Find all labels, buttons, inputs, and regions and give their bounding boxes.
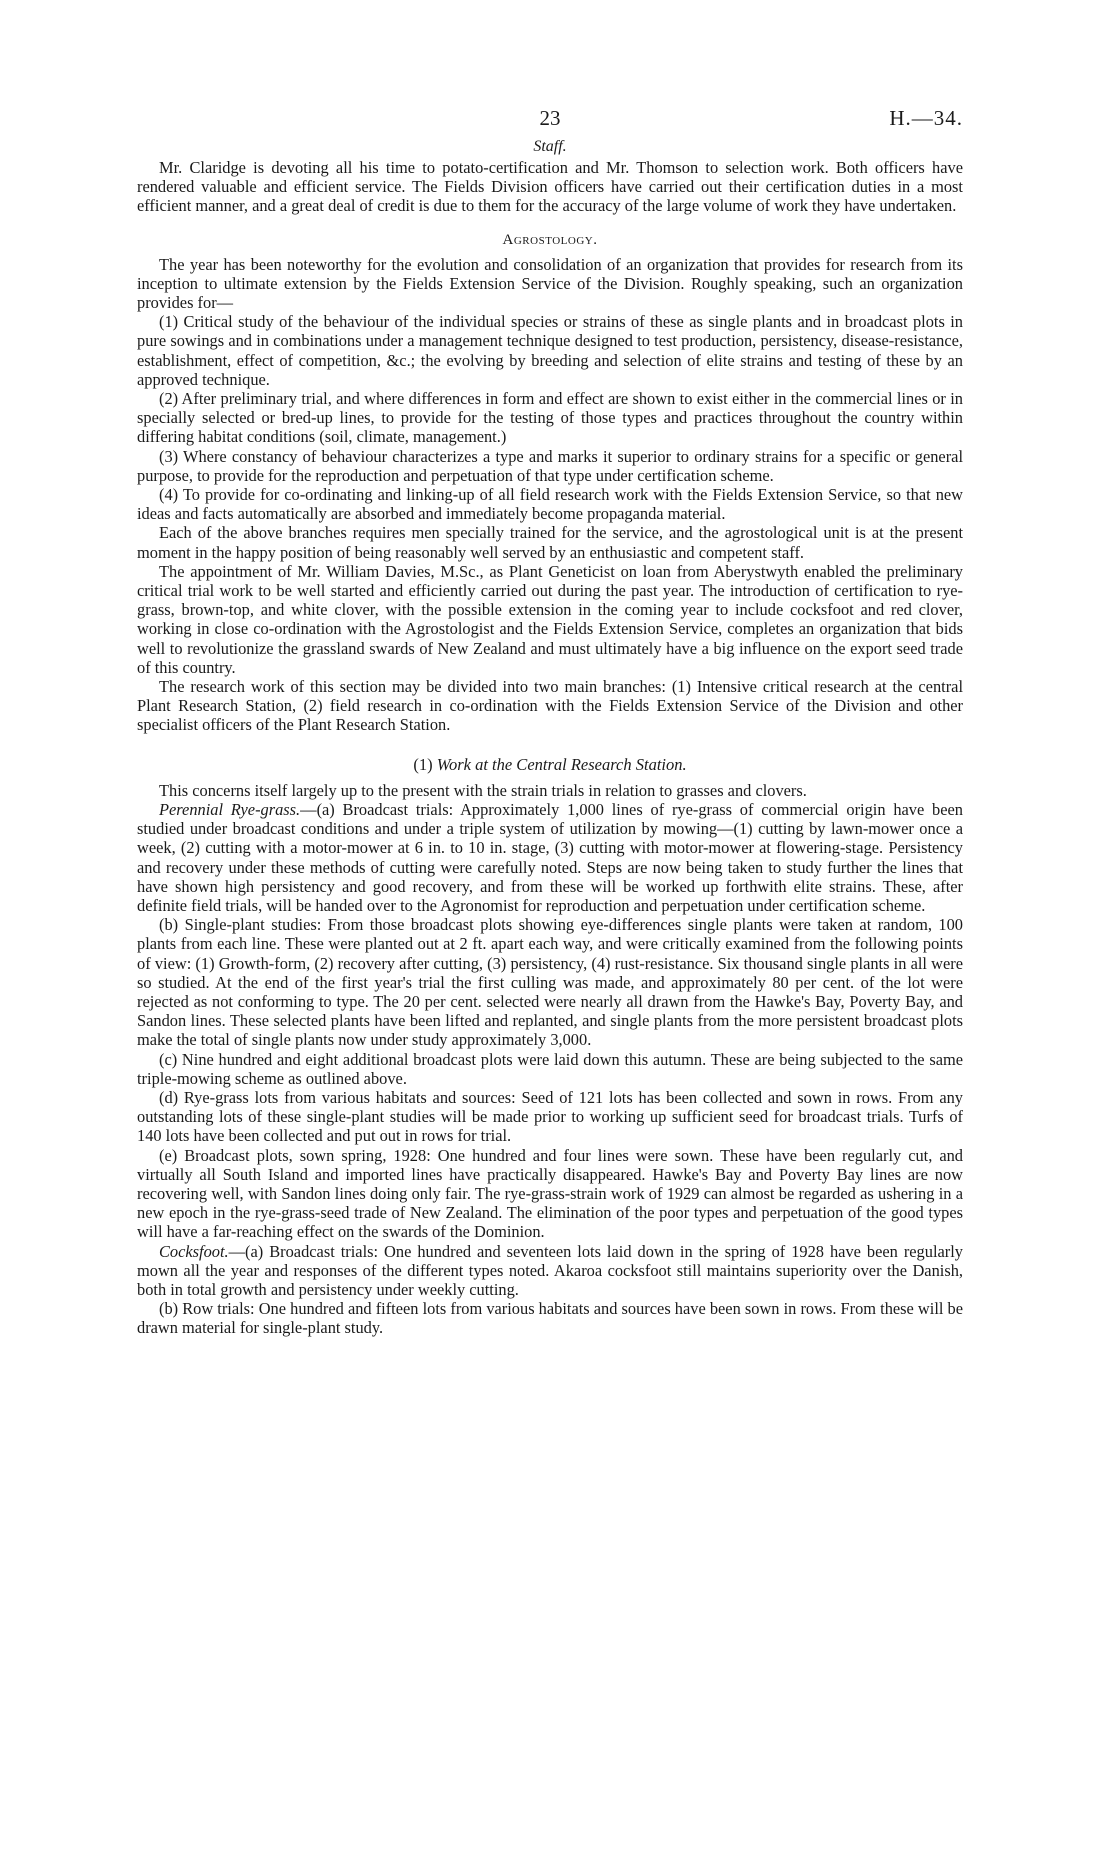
page-header — [137, 106, 963, 132]
cocksfoot-lead: Cocksfoot. — [159, 1241, 229, 1261]
paragraph: The research work of this section may be divided into two main branches: (1) Intensive critical research at the central Plant Research Station, (2) field research in co-ordination with the Fields Extension Service of the Division and other specialist officers of the Plant Research Station. — [137, 677, 963, 735]
subsection-title: Work at the Central Research Station. — [436, 754, 687, 774]
paragraph: (d) Rye-grass lots from various habitats and sources: Seed of 121 lots has been collected and sown in rows. From any outstanding lots of these single-plant studies will be made prior to working up sufficient seed for broadcast trials. Turfs of 140 lots have been collected and put out in rows for trial. — [137, 1087, 963, 1146]
paragraph-text: —(a) Broadcast trials: Approximately 1,000 lines of rye-grass of commercial origin have been studied under broadcast conditions and under a triple system of utilization by mowing—(1) cutting by lawn-mower once a week, (2) cutting with a motor-mower at 6 in. to 10 in. stage, (3) cutting with motor-mower at flowering-stage. Persistency and recovery under these methods of cutting were carefully noted. Steps are now being taken to study further the lines that have shown high persistency and good recovery, and from these will be worked up forthwith elite strains. These, after definite field trials, will be handed over to the Agronomist for reproduction and perpetuation under certification scheme. — [137, 799, 963, 915]
paragraph: (4) To provide for co-ordinating and linking-up of all field research work with the Fields Extension Service, so that new ideas and facts automatically are absorbed and immediately become propaganda material. — [137, 485, 963, 524]
paragraph: The appointment of Mr. William Davies, M.Sc., as Plant Geneticist on loan from Aberystwyth enabled the preliminary critical trial work to be well started and efficiently carried out during the past year. The introduction of certification to rye-grass, brown-top, and white clover, with the possible extension in the coming year to include cocksfoot and red clover, working in close co-ordination with the Agrostologist and the Fields Extension Service, completes an organization that bids well to revolutionize the grassland swards of New Zealand and must ultimately have a big influence on the export seed trade of this country. — [137, 561, 963, 677]
subsection-number: (1) — [413, 754, 433, 774]
ryegrass-lead: Perennial Rye-grass. — [159, 799, 301, 819]
paragraph: (b) Single-plant studies: From those broadcast plots showing eye-differences single plants were taken at random, 100 plants from each line. These were planted out at 2 ft. apart each way, and were critically examined from the following points of view: (1) Growth-form, (2) recovery after cutting, (3) persistency, (4) rust-resistance. Six thousand single plants in all were so studied. At the end of the first year's trial the first culling was made, and approximately 80 per cent. of the lot were rejected as not conforming to type. The 20 per cent. selected were nearly all drawn from the Hawke's Bay, Poverty Bay, and Sandon lines. These selected plants have been lifted and replanted, and single plants from the more persistent broadcast plots make the total of single plants now under study approximately 3,000. — [137, 915, 963, 1050]
paragraph: Each of the above branches requires men specially trained for the service, and the agrostological unit is at the present moment in the happy position of being reasonably well served by an enthusiastic and competent staff. — [137, 523, 963, 562]
paragraph: (c) Nine hundred and eight additional broadcast plots were laid down this autumn. These are being subjected to the same triple-mowing scheme as outlined above. — [137, 1049, 963, 1088]
paragraph: (3) Where constancy of behaviour characterizes a type and marks it superior to ordinary strains for a specific or general purpose, to provide for the reproduction and perpetuation of that type under certification scheme. — [137, 446, 963, 485]
page-content — [137, 106, 963, 1338]
paragraph: (1) Critical study of the behaviour of the individual species or strains of these as single plants and in broadcast plots in pure sowings and in combinations under a management technique designed to test production, persistency, disease-resistance, establishment, effect of competition, &c.; the evolving by breeding and selection of elite strains and testing of these by an approved technique. — [137, 312, 963, 389]
paragraph: Mr. Claridge is devoting all his time to potato-certification and Mr. Thomson to selection work. Both officers have rendered valuable and efficient service. The Fields Division officers have carried out their certification duties in a most efficient manner, and a great deal of credit is due to them for the accuracy of the large volume of work they have undertaken. — [137, 158, 963, 216]
paragraph-ryegrass-a — [137, 800, 963, 915]
section-heading-staff: Staff. — [533, 138, 567, 155]
paragraph: (e) Broadcast plots, sown spring, 1928: One hundred and four lines were sown. These have been regularly cut, and virtually all South Island and imported lines have practically disappeared. Hawke's Bay and Poverty Bay lines are now recovering well, with Sandon lines doing only fair. The rye-grass-strain work of 1929 can almost be regarded as ushering in a new epoch in the rye-grass-seed trade of New Zealand. The elimination of the poor types and perpetuation of the good types will have a far-reaching effect on the swards of the Dominion. — [137, 1145, 963, 1242]
paragraph: (b) Row trials: One hundred and fifteen lots from various habitats and sources have been sown in rows. From these will be drawn material for single-plant study. — [137, 1299, 963, 1338]
subsection-heading — [137, 755, 963, 775]
page-number: 23 — [539, 106, 561, 130]
paragraph-cocksfoot-a — [137, 1242, 963, 1300]
paragraph: This concerns itself largely up to the present with the strain trials in relation to grasses and clovers. — [159, 780, 807, 800]
paragraph: The year has been noteworthy for the evolution and consolidation of an organization that provides for research from its inception to ultimate extension by the Fields Extension Service of the Division. Roughly speaking, such an organization provides for— — [137, 254, 963, 313]
paragraph-text: —(a) Broadcast trials: One hundred and seventeen lots laid down in the spring of 1928 have been regularly mown all the year and responses of the different types noted. Akaroa cocksfoot still maintains superiority over the Danish, both in total growth and persistency under weekly cutting. — [137, 1241, 963, 1299]
paragraph: (2) After preliminary trial, and where differences in form and effect are shown to exist either in the commercial lines or in specially selected or bred-up lines, to provide for the testing of those types and practices throughout the country within differing habitat conditions (soil, climate, management.) — [137, 389, 963, 447]
section-heading-agrostology: Agrostology. — [502, 231, 598, 248]
document-reference: H.—34. — [889, 106, 963, 130]
